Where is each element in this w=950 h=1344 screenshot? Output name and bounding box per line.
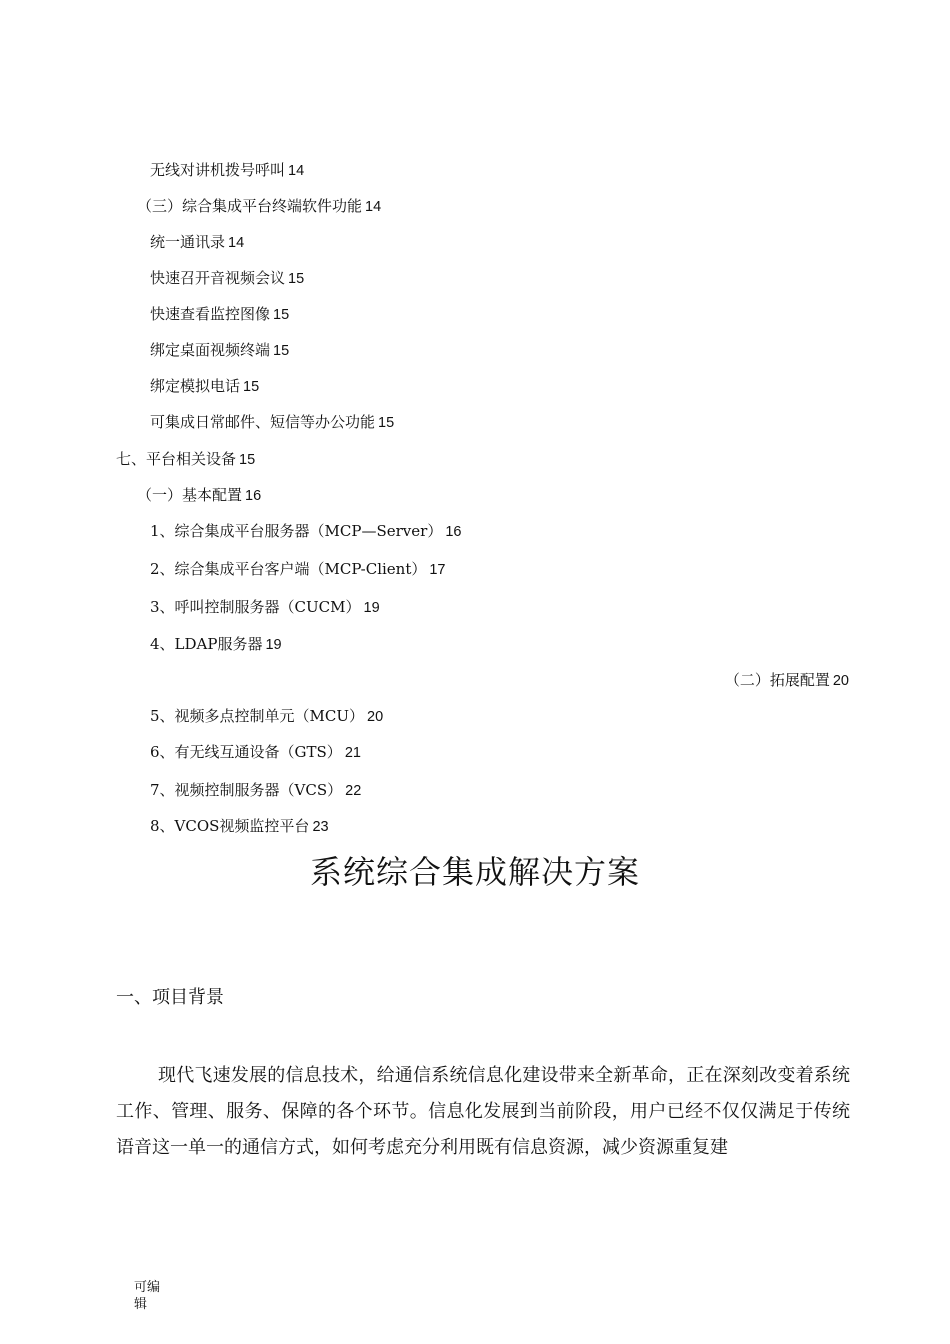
toc-entry[interactable] — [150, 559, 446, 580]
toc-entry[interactable] — [150, 597, 380, 618]
toc-page-number: 15 — [273, 343, 290, 359]
toc-page-number: 17 — [429, 562, 446, 578]
toc-page-number: 19 — [363, 600, 380, 616]
toc-page-number: 15 — [378, 415, 395, 431]
toc-entry[interactable] — [150, 780, 361, 801]
toc-entry-text: 5、视频多点控制单元（MCU） — [150, 707, 365, 725]
toc-page-number: 15 — [239, 452, 256, 468]
toc-entry-text: （一）基本配置 — [137, 486, 243, 504]
body-paragraph: 现代飞速发展的信息技术，给通信系统信息化建设带来全新革命，正在深刻改变着系统工作、管理、服务、保障的各个环节。信息化发展到当前阶段，用户已经不仅仅满足于传统语音这一单一的通信方式，如何考虑充分利用既有信息资源，减少资源重复建 — [116, 1065, 850, 1158]
toc-page-number: 20 — [832, 673, 849, 689]
toc-entry-text: 4、LDAP服务器 — [150, 635, 263, 653]
toc-entry[interactable] — [150, 742, 361, 763]
toc-entry[interactable] — [150, 412, 394, 433]
toc-entry[interactable] — [150, 634, 282, 655]
toc-page-number: 16 — [445, 524, 462, 540]
toc-page-number: 16 — [245, 488, 262, 504]
toc-entry-text: 快速查看监控图像 — [150, 305, 271, 323]
toc-page-number: 14 — [228, 235, 245, 251]
document-title: 系统综合集成解决方案 — [309, 853, 640, 891]
toc-page-number: 22 — [345, 783, 362, 799]
toc-entry-text: 可集成日常邮件、短信等办公功能 — [150, 413, 376, 431]
toc-entry[interactable] — [137, 485, 261, 506]
toc-entry-text: 统一通讯录 — [150, 233, 226, 251]
toc-entry[interactable] — [150, 268, 304, 289]
toc-entry[interactable] — [150, 232, 244, 253]
toc-page-number: 20 — [367, 709, 384, 725]
toc-entry-text: 绑定模拟电话 — [150, 377, 241, 395]
toc-page-number: 15 — [288, 271, 305, 287]
toc-entry-text: 快速召开音视频会议 — [150, 269, 286, 287]
toc-entry[interactable] — [725, 670, 849, 691]
toc-entry[interactable] — [150, 521, 461, 542]
toc-page-number: 23 — [312, 819, 329, 835]
toc-entry-text: （三）综合集成平台终端软件功能 — [137, 197, 363, 215]
toc-entry[interactable] — [150, 376, 259, 397]
toc-entry[interactable] — [150, 160, 304, 181]
footer-note: 可编辑 — [134, 1280, 161, 1312]
toc-entry[interactable] — [150, 304, 289, 325]
toc-entry-text: 3、呼叫控制服务器（CUCM） — [150, 598, 361, 616]
toc-entry-text: 2、综合集成平台客户端（MCP-Client） — [150, 560, 427, 578]
toc-entry-text: （二）拓展配置 — [724, 671, 830, 689]
toc-entry[interactable] — [137, 196, 381, 217]
toc-page-number: 19 — [265, 637, 282, 653]
toc-page-number: 21 — [344, 745, 361, 761]
section-heading: 一、项目背景 — [116, 987, 224, 1008]
toc-page-number: 14 — [365, 199, 382, 215]
toc-entry-text: 1、综合集成平台服务器（MCP—Server） — [150, 522, 443, 540]
toc-entry-text: 七、平台相关设备 — [116, 450, 237, 468]
toc-entry-text: 无线对讲机拨号呼叫 — [150, 161, 286, 179]
toc-page-number: 15 — [243, 379, 260, 395]
toc-entry[interactable] — [150, 340, 289, 361]
toc-entry-text: 8、VCOS视频监控平台 — [150, 817, 310, 835]
toc-page-number: 14 — [288, 163, 305, 179]
toc-entry-text: 6、有无线互通设备（GTS） — [150, 743, 342, 761]
toc-entry[interactable] — [150, 706, 383, 727]
toc-entry-text: 绑定桌面视频终端 — [150, 341, 271, 359]
toc-page-number: 15 — [273, 307, 290, 323]
toc-entry[interactable] — [150, 816, 329, 837]
toc-entry-text: 7、视频控制服务器（VCS） — [150, 781, 343, 799]
toc-entry[interactable] — [116, 449, 255, 470]
